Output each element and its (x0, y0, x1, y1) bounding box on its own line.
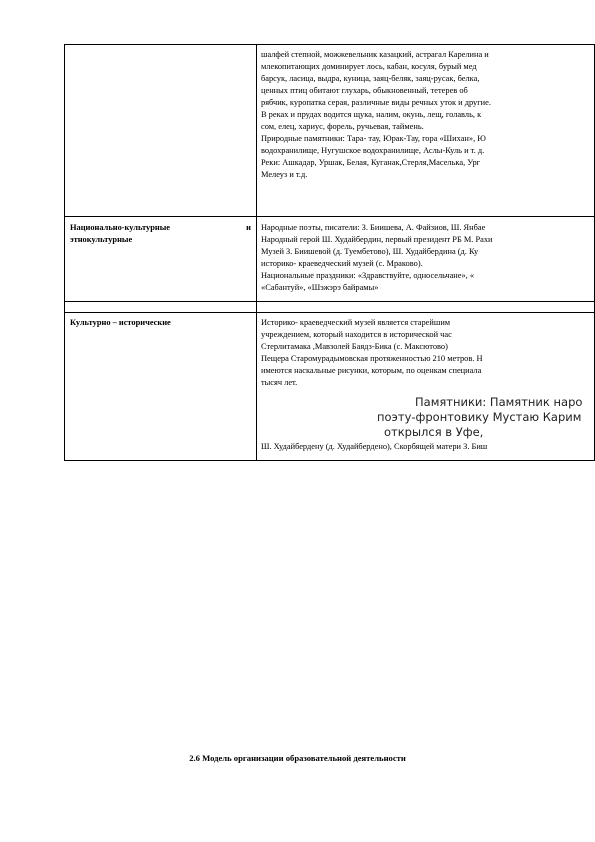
text-line: Пещера Старомурадымовская протяженностью 210 метров. Н (261, 354, 483, 363)
text-line: Народные поэты, писатели: З. Биишева, А. Файзиов, Ш. Янбае (261, 223, 486, 232)
ethno-label-part1: Национально-культурные (70, 223, 170, 232)
text-line: Народный герой Ш. Худайбердин, первый президент РБ М. Рахи (261, 235, 493, 244)
text-line: Ш. Худайбердену (д. Худайбердено), Скорбящей матери З. Биш (261, 442, 488, 451)
text-line: Мелеуз и т.д. (261, 170, 308, 179)
text-line: водохранилище, Нугушское водохранилище, Аслы-Куль и т. д. (261, 146, 485, 155)
text-line: рябчик, куропатка серая, различные виды речных уток и другие. (261, 98, 491, 107)
text-line: учреждением, который находится в исторической час (261, 330, 452, 339)
text-line: шалфей степной, можжевельник казацкий, астрагал Карелина и (261, 50, 489, 59)
text-line: Национальные праздники: «Здравствуйте, односельчане», « (261, 271, 475, 280)
monuments-line: Памятники: Памятник наро (415, 395, 583, 409)
text-line: тысяч лет. (261, 378, 298, 387)
text-line: «Сабантуй», «Шэжэрэ байрамы» (261, 283, 379, 292)
row-ethno-label (65, 217, 257, 302)
text-line: млекопитающих доминирует лось, кабан, косуля, бурый мед (261, 62, 477, 71)
monuments-line: открылся в Уфе, (384, 425, 484, 439)
text-line: имеются наскальные рисунки, которым, по оценкам специала (261, 366, 482, 375)
text-line: ценных птиц обитают глухарь, обыкновенный, тетерев об (261, 86, 468, 95)
table-row-ethno (65, 217, 595, 302)
text-line: Природные памятники: Тара- тау, Юрак-Тау, гора «Шихан», Ю (261, 134, 486, 143)
monuments-block (257, 389, 594, 440)
text-line: барсук, ласица, выдра, куница, заяц-беляк, заяц-русак, белка, (261, 74, 480, 83)
row-history-content (257, 313, 595, 461)
spacer-cell (65, 302, 257, 313)
content-table (64, 44, 595, 461)
table-row-nature (65, 45, 595, 217)
monuments-line: поэту-фронтовику Мустаю Карим (377, 410, 582, 424)
text-line: Реки: Ашкадар, Уршак, Белая, Куганак,Стерля,Маселька, Ург (261, 158, 481, 167)
row-history-label: Культурно – исторические (65, 313, 257, 461)
text-line: историко- краеведческий музей (с. Мраково). (261, 259, 423, 268)
row-nature-content (257, 45, 595, 217)
text-line: Историко- краеведческий музей является старейшим (261, 318, 451, 327)
spacer-cell (257, 302, 595, 313)
section-heading: 2.6 Модель организации образовательной деятельности (189, 753, 406, 763)
text-line: Музей З. Биишевой (д. Туембетово), Ш. Худайбердина (д. Ку (261, 247, 479, 256)
text-line: сом, елец, хариус, форель, ручьевая, таймень. (261, 122, 424, 131)
row-ethno-content (257, 217, 595, 302)
table-row-history (65, 313, 595, 461)
table-row-spacer (65, 302, 595, 313)
text-line: В реках и прудах водится щука, налим, окунь, лещ, голавль, к (261, 110, 482, 119)
row-nature-label (65, 45, 257, 217)
ethno-label-line2: этнокультурные (70, 235, 133, 244)
ethno-label-part2: и (246, 223, 251, 232)
text-line: Стерлитамака ,Мавзолей Баядз-Бика (с. Максютово) (261, 342, 448, 351)
